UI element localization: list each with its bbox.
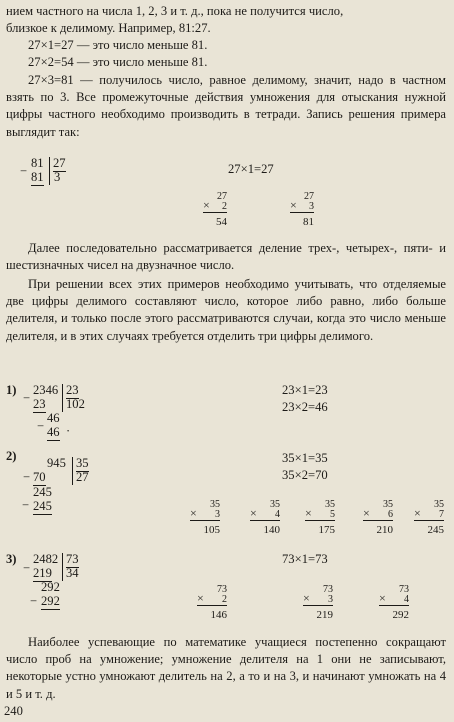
multiplicand: 27 bbox=[304, 191, 314, 202]
product: 146 bbox=[210, 609, 227, 621]
dividend: 2482 bbox=[33, 552, 59, 566]
product: 245 bbox=[427, 524, 444, 536]
multiplicand: 35 bbox=[383, 499, 393, 510]
multiplier: 2 bbox=[197, 595, 227, 606]
paragraph-rules: При решении всех этих примеров необходимо учитывать, что отделяемые две цифры делимого составляют число, которое либо равно, либо больше делителя, и только после этого рассматриваются случаи, когда это число меньше делителя, и в этих случаях требуется отделить три цифры делимого. bbox=[6, 277, 446, 343]
subtrahend-2: 46 bbox=[47, 425, 60, 439]
dividend: 2346 bbox=[33, 383, 59, 397]
example-label: 1) bbox=[6, 383, 17, 397]
divisor: 27 bbox=[53, 156, 66, 170]
minus-sign: − bbox=[30, 594, 38, 608]
text-line-4: 27×2=54 — это число меньше 81. bbox=[28, 55, 208, 69]
minus-sign: − bbox=[22, 498, 30, 512]
subtrahend-1: 70 bbox=[33, 470, 46, 484]
product: 81 bbox=[303, 216, 314, 228]
multiplier: 2 bbox=[203, 202, 227, 213]
equation-1: 35×1=35 bbox=[282, 451, 328, 465]
paragraph-intro: 27×3=81 — получилось число, равное делимому, значит, надо в частном взять по 3. Все промежуточные действия умножения для отыскания нужной цифры частного необходимо производить в тетради. Запись решения примера выглядит так: bbox=[6, 73, 446, 139]
multiplication-block bbox=[250, 500, 280, 536]
text-line-1: нием частного на числа 1, 2, 3 и т. д., пока не получится число, bbox=[6, 4, 344, 18]
times-sign: × bbox=[379, 591, 386, 605]
multiplier: 3 bbox=[290, 202, 314, 213]
text-line-3: 27×1=27 — это число меньше 81. bbox=[28, 38, 208, 52]
times-sign: × bbox=[414, 506, 421, 520]
example-label: 2) bbox=[6, 449, 17, 463]
product: 54 bbox=[216, 216, 227, 228]
times-sign: × bbox=[190, 506, 197, 520]
division-bar bbox=[72, 457, 73, 485]
quotient: 34 bbox=[66, 566, 79, 580]
multiplicand: 73 bbox=[217, 584, 227, 595]
equation-2: 23×2=46 bbox=[282, 400, 328, 414]
times-sign: × bbox=[203, 198, 210, 212]
times-sign: × bbox=[305, 506, 312, 520]
equation-1: 23×1=23 bbox=[282, 383, 328, 397]
multiplier: 4 bbox=[379, 595, 409, 606]
multiplicand: 35 bbox=[210, 499, 220, 510]
division-bar bbox=[62, 553, 63, 581]
multiplier: 7 bbox=[414, 510, 444, 521]
product: 292 bbox=[392, 609, 409, 621]
text-line-2: близкое к делимому. Например, 81:27. bbox=[6, 21, 211, 35]
multiplier: 5 bbox=[305, 510, 335, 521]
division-bar bbox=[62, 384, 63, 412]
subtrahend-1: 219 bbox=[33, 566, 52, 580]
equation: 27×1=27 bbox=[228, 162, 274, 176]
times-sign: × bbox=[303, 591, 310, 605]
multiplicand: 73 bbox=[323, 584, 333, 595]
quotient: 102 bbox=[66, 397, 85, 411]
paragraph-sequence: Далее последовательно рассматривается деление трех-, четырех-, пяти- и шестизначных чисел на двузначное число. bbox=[6, 241, 446, 273]
divisor: 73 bbox=[66, 552, 79, 566]
equation-1: 73×1=73 bbox=[282, 552, 328, 566]
quotient: 3 bbox=[54, 170, 61, 184]
multiplicand: 35 bbox=[325, 499, 335, 510]
multiplicand: 27 bbox=[217, 191, 227, 202]
multiplication-block bbox=[190, 500, 220, 536]
division-bar bbox=[49, 157, 50, 185]
times-sign: × bbox=[250, 506, 257, 520]
product: 219 bbox=[316, 609, 333, 621]
remainder-1: 46 bbox=[47, 411, 60, 425]
example-label: 3) bbox=[6, 552, 17, 566]
multiplicand: 35 bbox=[270, 499, 280, 510]
multiplicand: 35 bbox=[434, 499, 444, 510]
remainder-1: 245 bbox=[33, 485, 52, 499]
product: 140 bbox=[263, 524, 280, 536]
dividend: 945 bbox=[47, 456, 66, 470]
times-sign: × bbox=[290, 198, 297, 212]
multiplier: 4 bbox=[250, 510, 280, 521]
product: 210 bbox=[376, 524, 393, 536]
multiplication-block bbox=[305, 500, 335, 536]
quotient: 27 bbox=[76, 470, 89, 484]
remainder-1: 292 bbox=[41, 580, 60, 594]
equation-2: 35×2=70 bbox=[282, 468, 328, 482]
subtrahend: 81 bbox=[31, 170, 44, 184]
divisor: 23 bbox=[66, 383, 79, 397]
subtrahend-2: 292 bbox=[41, 594, 60, 608]
minus-sign: − bbox=[23, 561, 31, 575]
multiplication-block bbox=[363, 500, 393, 536]
minus-sign: − bbox=[37, 419, 45, 433]
multiplicand: 73 bbox=[399, 584, 409, 595]
multiplication-block bbox=[379, 585, 409, 621]
divisor: 35 bbox=[76, 456, 89, 470]
times-sign: × bbox=[197, 591, 204, 605]
product: 175 bbox=[318, 524, 335, 536]
multiplication-block bbox=[414, 500, 444, 536]
dot-mark: · bbox=[66, 424, 71, 438]
multiplier: 6 bbox=[363, 510, 393, 521]
times-sign: × bbox=[363, 506, 370, 520]
multiplication-block bbox=[197, 585, 227, 621]
page-number: 240 bbox=[4, 704, 23, 718]
multiplication-block bbox=[203, 192, 227, 228]
minus-sign: − bbox=[23, 470, 31, 484]
minus-sign: − bbox=[23, 391, 31, 405]
subtrahend-1: 23 bbox=[33, 397, 46, 411]
multiplication-block bbox=[290, 192, 314, 228]
minus-sign: − bbox=[20, 164, 28, 178]
subtrahend-2: 245 bbox=[33, 499, 52, 513]
paragraph-conclusion: Наиболее успевающие по математике учащиеся постепенно сокращают число проб на умножение; умножение делителя на 1 они не записывают, некоторые устно умножают делитель на 2, а то и на 3, и начинают умножать на 4 и 5 и т. д. bbox=[6, 635, 446, 701]
multiplier: 3 bbox=[303, 595, 333, 606]
multiplier: 3 bbox=[190, 510, 220, 521]
product: 105 bbox=[203, 524, 220, 536]
multiplication-block bbox=[303, 585, 333, 621]
dividend: 81 bbox=[31, 156, 44, 170]
